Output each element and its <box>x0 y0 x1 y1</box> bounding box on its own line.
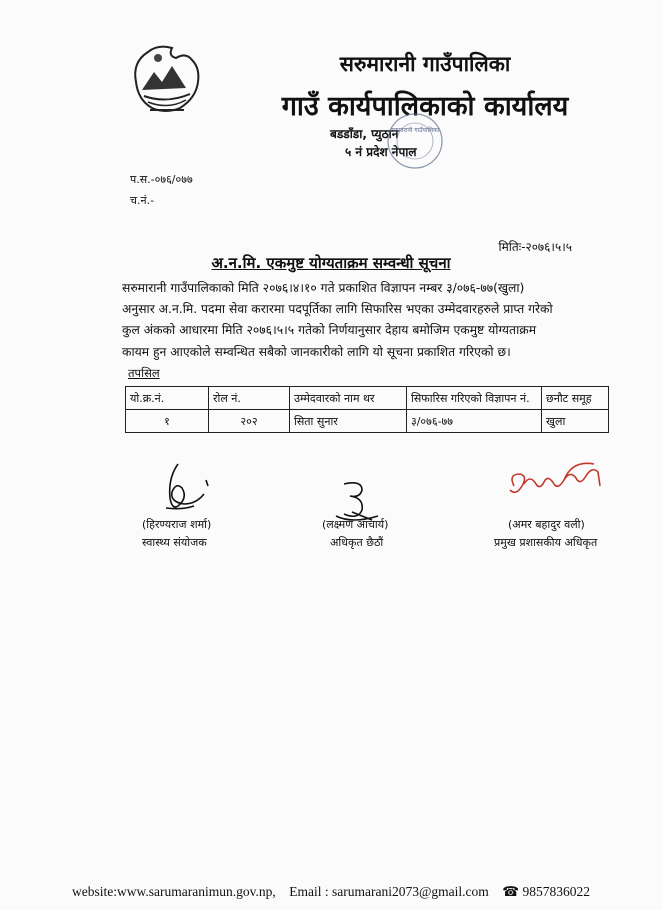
column-header-roll: रोल नं. <box>209 387 290 410</box>
table-header-row <box>126 387 609 410</box>
notice-title <box>0 253 662 273</box>
notice-title-text: अ.न.मि. एकमुष्ट योग्यताक्रम सम्वन्धी सूचना <box>211 254 451 272</box>
notice-date: मितिः-२०७६।५।५ <box>498 240 572 254</box>
address-line-1: बडडाँडा, प्युठान <box>330 127 399 141</box>
signatory-2-name: (लक्ष्मण आचार्य) <box>322 518 389 531</box>
tapsil-label: तपसिल <box>128 366 160 380</box>
notice-body-line: सरुमारानी गाउँपालिकाको मिति २०७६।४।१० गते प्रकाशित विज्ञापन नम्बर ३/०७६-७७(खुला) <box>122 281 525 295</box>
footer-website[interactable]: website:www.sarumaranimun.gov.np, <box>72 884 276 899</box>
cell-advertisement: ३/०७६-७७ <box>407 410 542 433</box>
signatory-1-post: स्वास्थ्य संयोजक <box>142 536 207 549</box>
chalani-number: च.नं.- <box>130 194 155 207</box>
signature-3 <box>502 456 612 508</box>
footer-email[interactable]: Email : sarumarani2073@gmail.com <box>289 884 489 899</box>
column-header-name: उम्मेदवारको नाम थर <box>290 387 407 410</box>
office-name: सरुमारानी गाउँपालिका <box>339 52 511 76</box>
signature-1 <box>148 458 218 516</box>
column-header-advertisement: सिफारिस गरिएको विज्ञापन नं. <box>407 387 542 410</box>
nepal-emblem-icon <box>128 42 206 118</box>
patra-sankhya: प.स.-०७६/०७७ <box>130 173 193 186</box>
notice-body-line: कुल अंकको आधारमा मिति २०७६।५।५ गतेको निर्णयानुसार देहाय बमोजिम एकमुष्ट योग्यताक्रम <box>122 323 537 337</box>
signatory-3-name: (अमर बहादुर वली) <box>508 518 585 531</box>
address-line-2: ५ नं प्रदेश नेपाल <box>345 145 417 159</box>
column-header-group: छनौट समूह <box>542 387 609 410</box>
signatory-1-name: (हिरण्यराज शर्मा) <box>142 518 212 531</box>
cell-name: सिता सुनार <box>290 410 407 433</box>
office-stamp <box>385 110 445 172</box>
cell-roll: २०२ <box>209 410 290 433</box>
table-row <box>126 410 609 433</box>
phone-icon: ☎ <box>502 884 520 899</box>
office-title: गाउँ कार्यपालिकाको कार्यालय <box>281 91 569 122</box>
signatory-3-post: प्रमुख प्रशासकीय अधिकृत <box>494 536 598 549</box>
signatory-2-post: अधिकृत छैठौं <box>330 536 384 549</box>
footer-contact <box>0 884 662 900</box>
merit-list-table <box>125 386 609 433</box>
column-header-sn: यो.क्र.नं. <box>126 387 209 410</box>
cell-group: खुला <box>542 410 609 433</box>
footer-phone: 9857836022 <box>522 884 590 899</box>
notice-body-line: अनुसार अ.न.मि. पदमा सेवा करारमा पदपूर्तिका लागि सिफारिस भएका उम्मेदवारहरुले प्राप्त गरेको <box>122 302 553 316</box>
cell-sn: १ <box>126 410 209 433</box>
stamp-text: सरुमारानी गाउँपालिका <box>390 127 440 134</box>
notice-body-line: कायम हुन आएकोले सम्वन्धित सबैको जानकारीको लागि यो सूचना प्रकाशित गरिएको छ। <box>122 345 511 359</box>
